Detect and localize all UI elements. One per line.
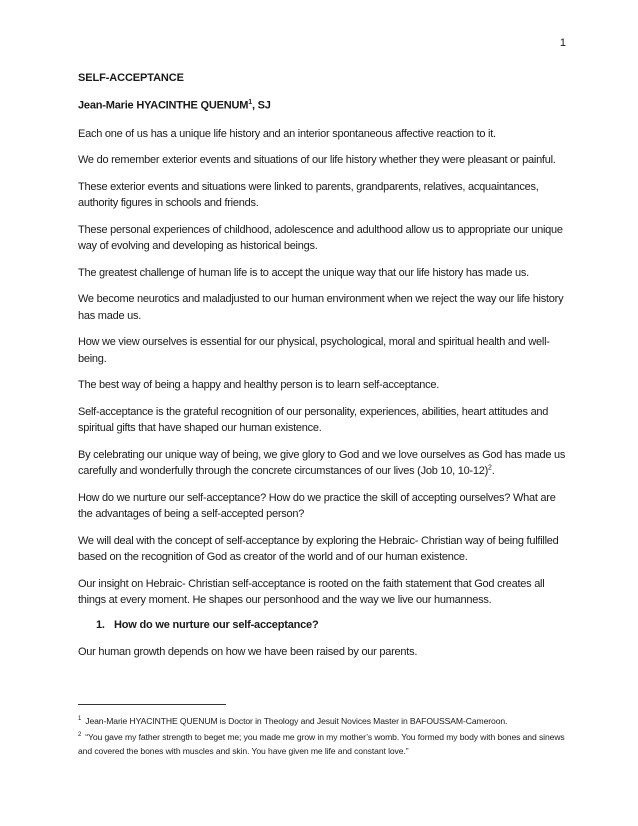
footnote-marker: 2 [78,731,82,738]
footnote-1 [78,712,568,728]
paragraph: How do we nurture our self-acceptance? How do we practice the skill of accepting ourselves? What are the advantages of being a self-accepted person? [78,491,556,521]
document-body [78,72,566,670]
author-name: Jean-Marie HYACINTHE QUENUM [78,99,249,112]
section-number: 1. [96,618,105,631]
page-number: 1 [559,37,566,49]
paragraph: Our insight on Hebraic- Christian self-acceptance is rooted on the faith statement that God creates all things at every moment. He shapes our personhood and the way we live our humanness. [78,577,545,607]
paragraph-end: . [491,465,495,478]
paragraph: The best way of being a happy and healthy person is to learn self-acceptance. [78,379,440,392]
paragraph: We do remember exterior events and situations of our life history whether they were pleasant or painful. [78,154,556,167]
section-title: How do we nurture our self-acceptance? [114,618,319,631]
paragraph: How we view ourselves is essential for our physical, psychological, moral and spiritual health and well-being. [78,336,550,365]
paragraph: We will deal with the concept of self-acceptance by exploring the Hebraic- Christian way of being fulfilled based on the recognition of God as creator of the world and of our human existence. [78,534,559,564]
paragraph: We become neurotics and maladjusted to our human environment when we reject the way our life history has made us. [78,293,564,322]
paragraph: Self-acceptance is the grateful recognition of our personality, experiences, abilities, heart attitudes and spiritual gifts that have shaped our human existence. [78,405,549,435]
footnote-ref-2[interactable]: 2 [488,464,492,472]
author-suffix: , SJ [251,99,271,112]
footnote-separator [78,704,226,705]
footnote-text: “You gave my father strength to beget me; you made me grow in my mother’s womb. You formed my body with bones and sinews and covered the bones with muscles and skin. You have given me life and constant love.” [78,731,565,756]
paragraph: Our human growth depends on how we have been raised by our parents. [78,645,418,658]
footnote-marker: 1 [78,716,82,722]
paragraph: These exterior events and situations were linked to parents, grandparents, relatives, acquaintances, authority figures in schools and friends. [78,180,539,210]
footnote-text: Jean-Marie HYACINTHE QUENUM is Doctor in Theology and Jesuit Novices Master in BAFOUSSAM-Cameroon. [85,715,508,726]
paragraph-with-footnote [78,447,566,480]
section-heading [96,619,566,631]
footnotes [78,712,568,758]
author-line [78,99,566,112]
paragraph: These personal experiences of childhood, adolescence and adulthood allow us to appropriate our unique way of evolving and developing as historical beings. [78,223,563,253]
paragraph: Each one of us has a unique life history and an interior spontaneous affective reaction to it. [78,127,496,140]
footnote-2 [78,728,568,758]
paragraph: The greatest challenge of human life is to accept the unique way that our life history has made us. [78,266,529,279]
author-footnote-ref[interactable]: 1 [248,99,252,106]
paragraph-text: By celebrating our unique way of being, we give glory to God and we love ourselves as God has made us carefully and wonderfully through the concrete circumstances of our lives (Job 10, 10-12) [78,448,566,478]
document-title: SELF-ACCEPTANCE [78,72,184,84]
